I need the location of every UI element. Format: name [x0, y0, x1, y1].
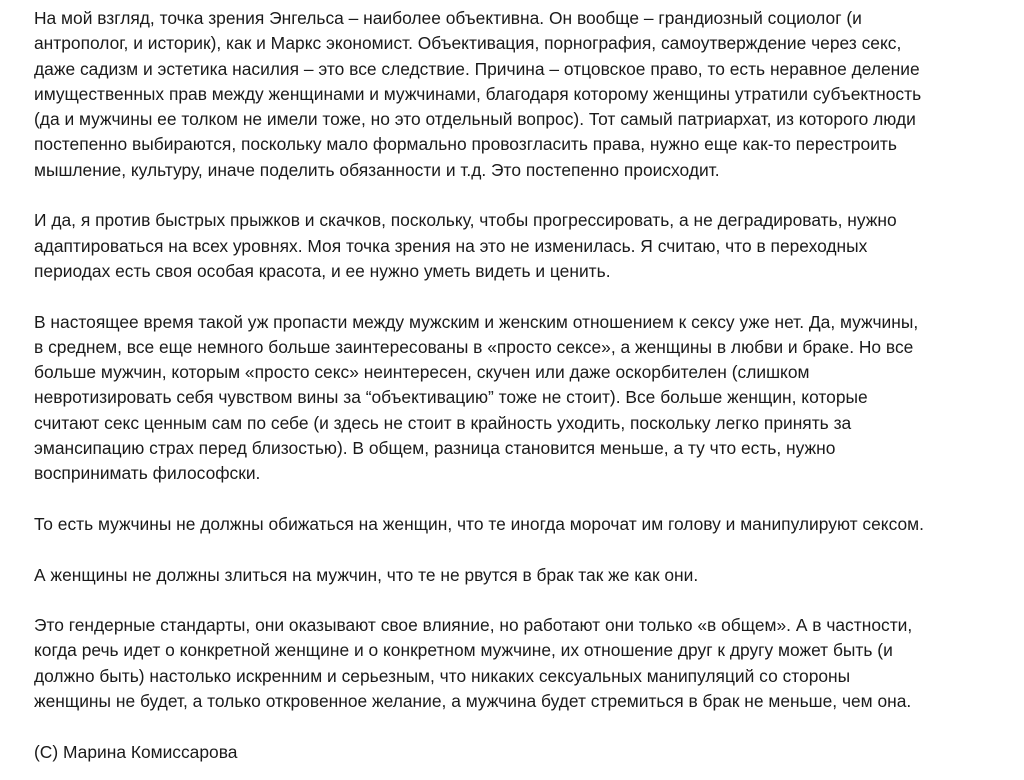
- text-line: больше мужчин, которым «просто секс» неинтересен, скучен или даже оскорбителен (слишком: [34, 362, 810, 383]
- text-line: даже садизм и эстетика насилия – это все следствие. Причина – отцовское право, то есть неравное деление: [34, 58, 920, 79]
- paragraph-6: [34, 613, 994, 714]
- text-line: невротизировать себя чувством вины за “объективацию” тоже не стоит). Все больше женщин, которые: [34, 387, 868, 408]
- text-line: периодах есть своя особая красота, и ее нужно уметь видеть и ценить.: [34, 260, 611, 281]
- signature-text: (С) Марина Комиссарова: [34, 741, 238, 762]
- text-line: воспринимать философски.: [34, 463, 261, 484]
- text-line: антрополог, и историк), как и Маркс экономист. Объективация, порнография, самоутверждение через секс,: [34, 33, 902, 54]
- text-line: И да, я против быстрых прыжков и скачков, поскольку, чтобы прогрессировать, а не деградировать, нужно: [34, 210, 897, 231]
- text-line: в среднем, все еще немного больше заинтересованы в «просто сексе», а женщины в любви и браке. Но все: [34, 336, 914, 357]
- text-line: То есть мужчины не должны обижаться на женщин, что те иногда морочат им голову и манипулируют сексом.: [34, 513, 924, 534]
- paragraph-1: [34, 6, 994, 183]
- text-line: когда речь идет о конкретной женщине и о конкретном мужчине, их отношение друг к другу может быть (и: [34, 640, 893, 661]
- text-line: В настоящее время такой уж пропасти между мужским и женским отношением к сексу уже нет. Да, мужчины,: [34, 311, 919, 332]
- text-line: эмансипацию страх перед близостью). В общем, разница становится меньше, а ту что есть, нужно: [34, 438, 836, 459]
- text-line: должно быть) настолько искренним и серьезным, что никаких сексуальных манипуляций со стороны: [34, 665, 851, 686]
- paragraph-5: [34, 563, 994, 588]
- text-line: мышление, культуру, иначе поделить обязанности и т.д. Это постепенно происходит.: [34, 159, 720, 180]
- text-line: А женщины не должны злиться на мужчин, что те не рвутся в брак так же как они.: [34, 564, 699, 585]
- text-line: имущественных прав между женщинами и мужчинами, благодаря которому женщины утратили субъектность: [34, 83, 922, 104]
- text-line: постепенно выбираются, поскольку мало формально провозгласить права, нужно еще как-то перестроить: [34, 134, 897, 155]
- paragraph-4: [34, 512, 994, 537]
- text-line: адаптироваться на всех уровнях. Моя точка зрения на это не изменилась. Я считаю, что в переходных: [34, 235, 868, 256]
- text-line: считают секс ценным сам по себе (и здесь не стоит в крайность уходить, поскольку легко принять за: [34, 412, 852, 433]
- text-line: Это гендерные стандарты, они оказывают свое влияние, но работают они только «в общем». А в частности,: [34, 615, 913, 636]
- paragraph-2: [34, 208, 994, 284]
- paragraph-3: [34, 310, 994, 487]
- text-line: На мой взгляд, точка зрения Энгельса – наиболее объективна. Он вообще – грандиозный социолог (и: [34, 8, 862, 28]
- signature: [34, 740, 994, 765]
- text-line: (да и мужчины ее толком не имели тоже, но это отдельный вопрос). Тот самый патриархат, из которого люди: [34, 109, 916, 130]
- text-line: женщины не будет, а только откровенное желание, а мужчина будет стремиться в брак не меньше, чем она.: [34, 691, 912, 712]
